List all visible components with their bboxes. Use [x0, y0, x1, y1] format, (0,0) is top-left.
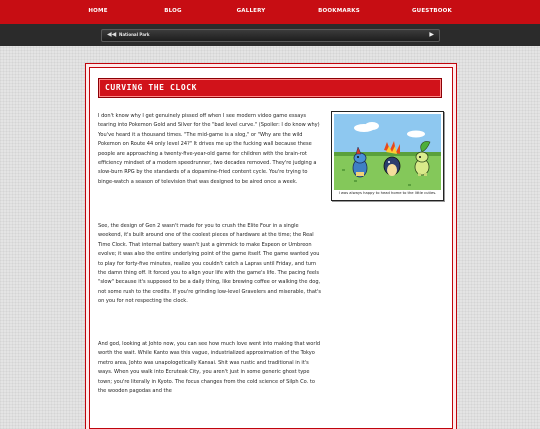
- post-paragraph: I don't know why I get genuinely pissed off when I see modern video game essays tearing into Pokemon Gold and Silver for the "bad level curve." (Spoiler: I do know why) You've heard it a thousand times. "The mid-game is a slog," or "Why are the wild Pokemon on Route 44 only level 24?" It drives me up the fucking wall because these people are approaching a twenty-five-year-old game for children with the brain-rot efficiency mindset of a modern speedrunner, two decades removed. They're judging a slow-burn RPG by the standards of a dopamine-fried content cycle. You're trying to binge-watch a season of television that was designed to be aired once a week.: [98, 113, 320, 185]
- blog-post-panel: [89, 67, 453, 429]
- post-title-bar: [98, 78, 442, 98]
- track-title: National Park: [119, 32, 150, 37]
- nav-home-link[interactable]: HOME: [88, 8, 108, 14]
- music-bar: [0, 24, 540, 46]
- music-player: [101, 29, 440, 42]
- post-paragraph: See, the design of Gen 2 wasn't made for you to crush the Elite Four in a single weekend, it's built around one of the coolest pieces of hardware at the time; the Real Time Clock. That internal battery wasn't just a gimmick to make Espeon or Umbreon evolve; it was also the entire underlying point of the game itself. The game wanted you to play for forty-five minutes, realize you couldn't catch a Lapras until Friday, and turn the damn thing off. It forced you to align your life with the game's life. The pacing feels "slow" because it's supposed to be a daily thing, like brewing coffee or walking the dog, not some rush to the credits. If you're grinding low-level Gravelers and miserable, that's on you for not respecting the clock.: [98, 223, 321, 305]
- play-icon[interactable]: ▶: [429, 31, 434, 38]
- post-title: CURVING THE CLOCK: [105, 83, 198, 92]
- nav-gallery-link[interactable]: GALLERY: [236, 8, 266, 14]
- skip-back-icon[interactable]: ◀◀: [107, 31, 117, 38]
- post-paragraph: And god, looking at Johto now, you can see how much love went into making that world worth the wait. While Kanto was this vague, industrialized approximation of the Tokyo metro area, Johto was unapologetically Kansai. Shit was rustic and traditional in it's ways. When you walk into Ecruteak City, you aren't just in some generic ghost type town; you're literally in Kyoto. The focus changes from the cold science of Silph Co. to the wooden pagodas and the: [98, 341, 321, 395]
- nav-bookmarks-link[interactable]: BOOKMARKS: [318, 8, 360, 14]
- figure-caption: I was always happy to head home to the little cuties.: [338, 191, 437, 195]
- nav-guestbook-link[interactable]: GUESTBOOK: [411, 8, 453, 14]
- nav-blog-link[interactable]: BLOG: [164, 8, 182, 14]
- pokemon-screenshot-image: [334, 114, 441, 190]
- post-figure: [331, 111, 444, 201]
- top-navigation: [0, 0, 540, 25]
